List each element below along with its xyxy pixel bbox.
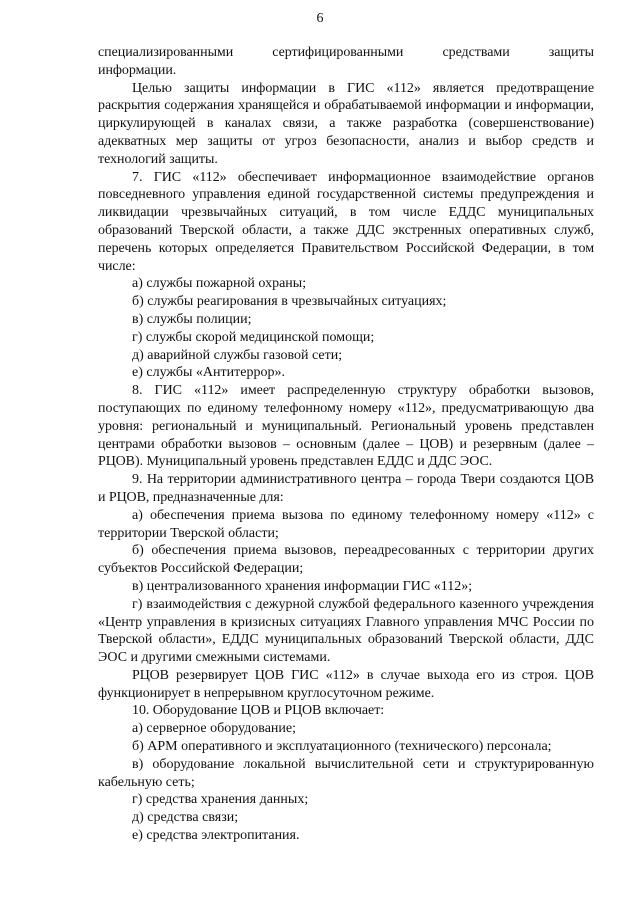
- list-item: в) службы полиции;: [132, 311, 252, 327]
- list-item: б) обеспечения приема вызовов, переадресованных с территории других субъектов Российской Федерации;: [98, 543, 594, 577]
- list-item: а) серверное оборудование;: [132, 721, 297, 737]
- list-item: г) службы скорой медицинской помощи;: [132, 329, 375, 345]
- list-item: б) АРМ оперативного и эксплуатационного (технического) персонала;: [132, 739, 552, 755]
- paragraph-continuation-line: специализированными сертифицированными средствами защиты: [98, 45, 594, 60]
- list-item: д) аварийной службы газовой сети;: [132, 347, 343, 363]
- paragraph-protection-goal: Целью защиты информации в ГИС «112» является предотвращение раскрытия содержания хранящейся и обрабатываемой информации и информации, циркулирующей в каналах связи, а также разработка (совершенствование) адекватных мер защиты от угроз безопасности, анализ и выбор средств и технологий защиты.: [98, 80, 594, 167]
- list-cov-purposes: [98, 507, 594, 667]
- paragraph-9: 9. На территории административного центра – города Твери создаются ЦОВ и РЦОВ, предназначенные для:: [98, 472, 594, 505]
- list-item: в) оборудование локальной вычислительной сети и структурированную кабельную сеть;: [98, 756, 594, 790]
- list-item: е) службы «Антитеррор».: [132, 365, 285, 381]
- document-body: [98, 44, 594, 845]
- paragraph-10: 10. Оборудование ЦОВ и РЦОВ включает:: [132, 703, 385, 719]
- list-item: б) службы реагирования в чрезвычайных ситуациях;: [132, 294, 447, 310]
- paragraph-continuation-end: информации.: [98, 62, 177, 78]
- list-equipment: [98, 720, 594, 845]
- list-item: в) централизованного хранения информации ГИС «112»;: [132, 578, 473, 594]
- paragraph-7: 7. ГИС «112» обеспечивает информационное взаимодействие органов повседневного управления единой государственной системы предупреждения и ликвидации чрезвычайных ситуаций, в том числе ЕДДС муниципальных образований Тверской области, а также ДДС экстренных оперативных служб, перечень которых определяется Правительством Российской Федерации, в том числе:: [98, 169, 594, 274]
- list-item: г) взаимодействия с дежурной службой федерального казенного учреждения «Центр управления в кризисных ситуациях Главного управления МЧС России по Тверской области», ЕДДС муниципальных образований Тверской области, ДДС ЭОС и другими смежными системами.: [98, 596, 594, 666]
- list-item: д) средства связи;: [132, 810, 239, 826]
- list-item: г) средства хранения данных;: [132, 792, 309, 808]
- paragraph-8: 8. ГИС «112» имеет распределенную структуру обработки вызовов, поступающих по единому телефонному номеру «112», предусматривающую два уровня: региональный и муниципальный. Региональный уровень представлен центрами обработки вызовов – основным (далее – ЦОВ) и резервным (далее – РЦОВ). Муниципальный уровень представлен ЕДДС и ДДС ЭОС.: [98, 383, 594, 470]
- list-item: е) средства электропитания.: [132, 828, 300, 844]
- list-emergency-services: [98, 275, 594, 382]
- list-item: а) обеспечения приема вызова по единому телефонному номеру «112» с территории Тверской области;: [98, 507, 594, 541]
- page-number: 6: [316, 11, 324, 26]
- paragraph-rcov-reserve: РЦОВ резервирует ЦОВ ГИС «112» в случае выхода его из строя. ЦОВ функционирует в непрерывном круглосуточном режиме.: [98, 667, 594, 701]
- list-item: а) службы пожарной охраны;: [132, 276, 307, 292]
